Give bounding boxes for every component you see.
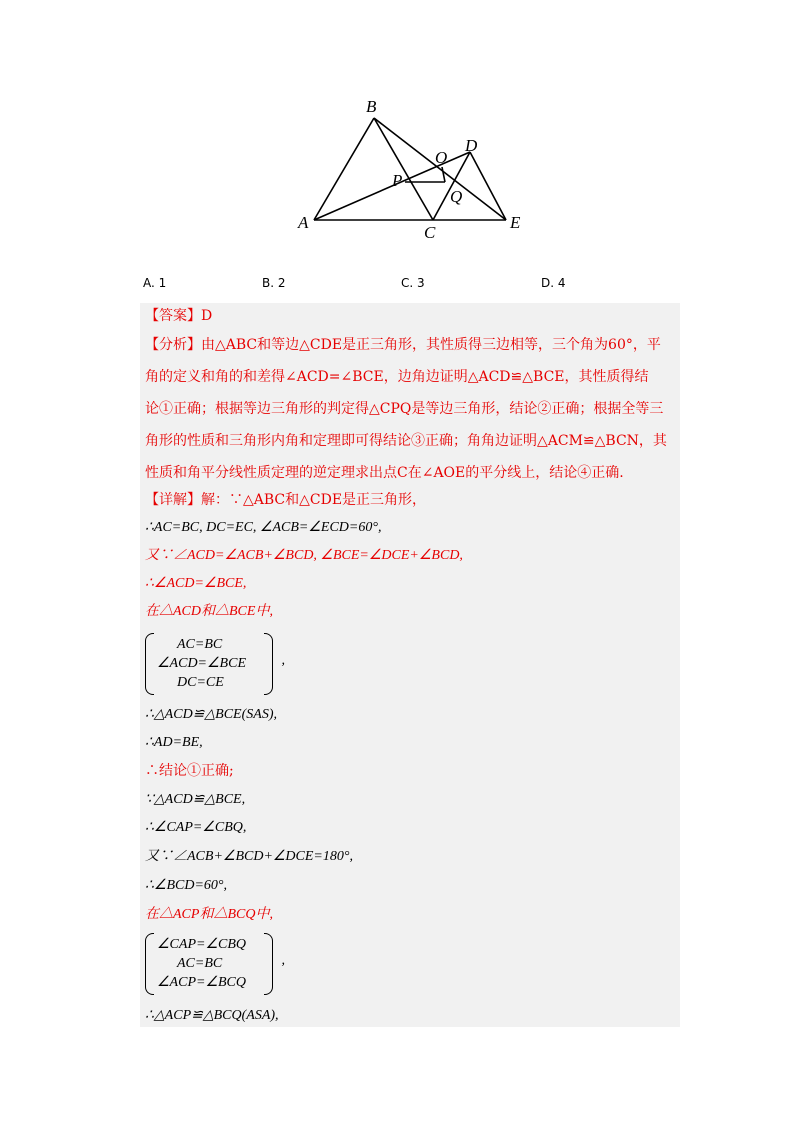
solution-line-4: ∴∠ACD=∠BCE, — [145, 576, 247, 591]
analysis-line-5: 性质和角平分线性质定理的逆定理求出点C在∠AOE的平分线上，结论④正确. — [145, 465, 624, 481]
solution-line-6: ∴△ACD≌△BCE(SAS), — [145, 707, 277, 722]
solution-line-11: 又∵∠ACB+∠BCD+∠DCE=180°, — [145, 849, 353, 864]
label-c: C — [424, 223, 436, 242]
system2-comma: , — [281, 953, 285, 968]
system1-comma: , — [281, 653, 285, 668]
solution-line-9: ∵△ACD≌△BCE, — [145, 792, 246, 807]
analysis-line-4: 角形的性质和三角形内角和定理即可得结论③正确；角角边证明△ACM≌△BCN，其 — [145, 433, 667, 449]
label-o: O — [435, 148, 448, 167]
solution-line-8: ∴结论①正确; — [145, 763, 234, 779]
label-q: Q — [450, 187, 463, 206]
solution-tag: 【详解】 — [145, 492, 201, 508]
solution-text-1: 解：∵△ABC和△CDE是正三角形， — [201, 492, 427, 508]
system1-row-3: DC=CE — [177, 675, 224, 690]
answer-options — [143, 276, 663, 296]
system2-row-1: ∠CAP=∠CBQ — [157, 937, 246, 952]
label-d: D — [465, 136, 478, 155]
option-d: D. 4 — [541, 276, 566, 290]
geometry-figure — [290, 90, 540, 250]
system2-row-3: ∠ACP=∠BCQ — [157, 975, 246, 990]
equation-system-1 — [145, 633, 285, 695]
analysis-line-3: 论①正确；根据等边三角形的判定得△CPQ是等边三角形，结论②正确；根据全等三 — [145, 401, 664, 417]
answer-tag: 【答案】 — [145, 308, 201, 324]
solution-line-14: ∴△ACP≌△BCQ(ASA), — [145, 1008, 279, 1023]
option-a: A. 1 — [143, 276, 167, 290]
analysis-line-2: 角的定义和角的和差得∠ACD=∠BCE，边角边证明△ACD≌△BCE，其性质得结 — [145, 369, 649, 385]
solution-panel — [140, 303, 680, 1027]
solution-line-3: 又∵∠ACD=∠ACB+∠BCD, ∠BCE=∠DCE+∠BCD, — [145, 548, 463, 563]
system1-row-1: AC=BC — [177, 637, 223, 652]
answer-line — [145, 305, 212, 327]
analysis-line-1 — [145, 334, 661, 356]
label-e: E — [510, 213, 521, 232]
answer-value: D — [201, 308, 213, 324]
label-b: B — [366, 97, 377, 116]
option-c: C. 3 — [401, 276, 425, 290]
label-p: P — [392, 171, 403, 190]
solution-line-12: ∴∠BCD=60°, — [145, 878, 228, 893]
solution-line-10: ∴∠CAP=∠CBQ, — [145, 820, 247, 835]
system1-row-2: ∠ACD=∠BCE — [157, 656, 246, 671]
solution-line-13: 在△ACP和△BCQ中, — [145, 907, 273, 922]
solution-line-2: ∴AC=BC, DC=EC, ∠ACB=∠ECD=60°, — [145, 520, 382, 535]
analysis-tag: 【分析】 — [145, 337, 201, 353]
option-b: B. 2 — [262, 276, 286, 290]
label-a: A — [298, 213, 309, 232]
system2-row-2: AC=BC — [177, 956, 223, 971]
equation-system-2 — [145, 933, 285, 995]
solution-line-5: 在△ACD和△BCE中, — [145, 604, 273, 619]
analysis-text-1: 由△ABC和等边△CDE是正三角形，其性质得三边相等，三个角为60°，平 — [201, 337, 661, 353]
solution-line-1 — [145, 489, 426, 511]
solution-line-7: ∴AD=BE, — [145, 735, 203, 750]
